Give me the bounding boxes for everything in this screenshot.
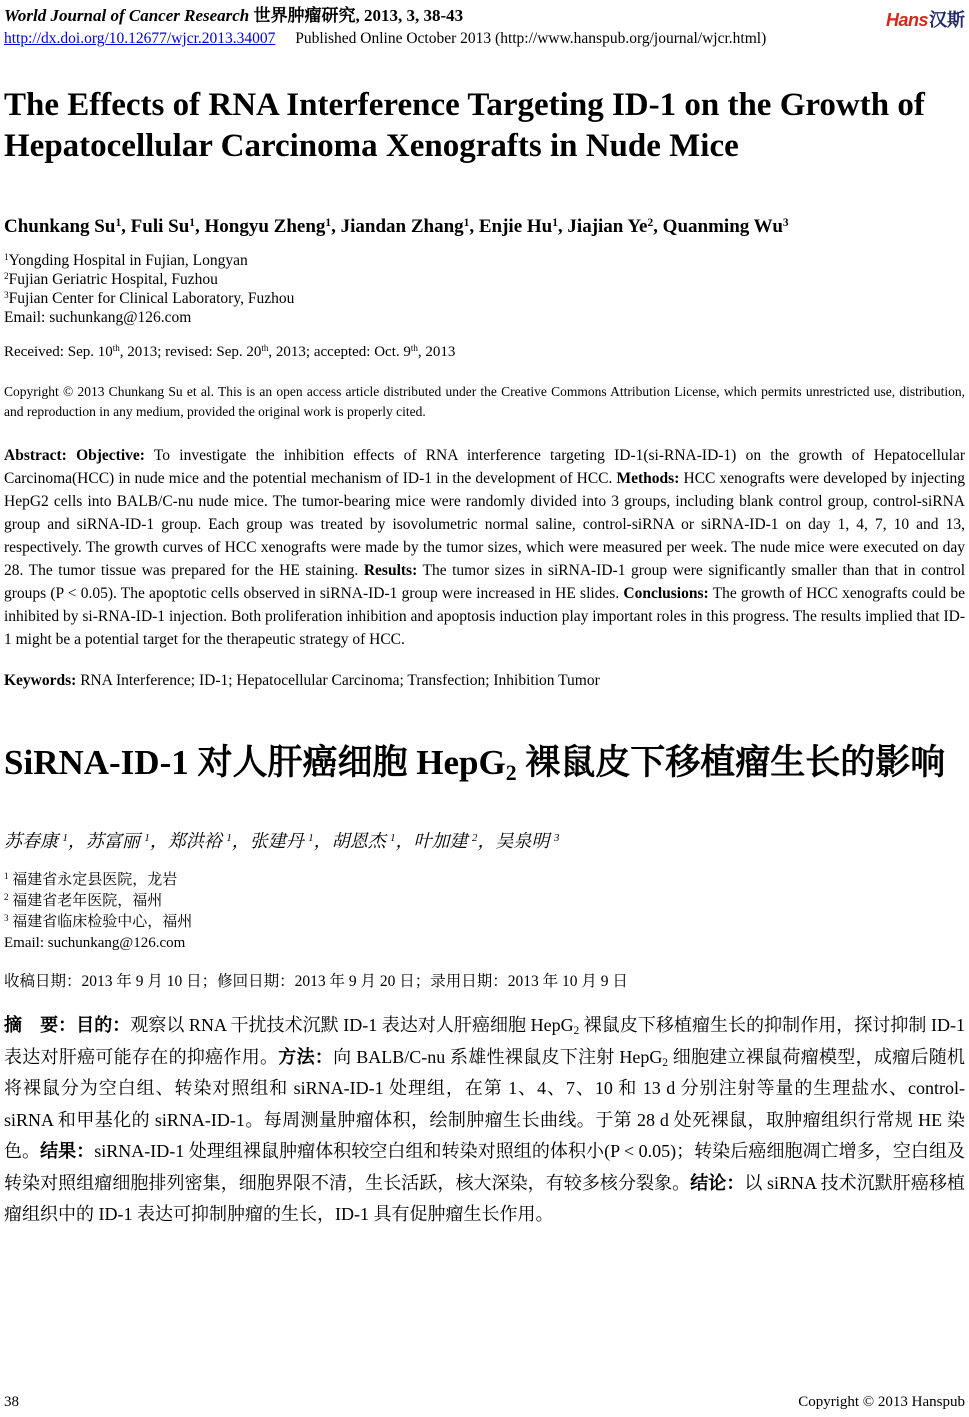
hans-logo-latin: Hans (885, 10, 928, 30)
journal-header-text (4, 5, 766, 49)
journal-name-cn: 世界肿瘤研究, 2013, 3, 38-43 (253, 6, 464, 25)
hans-logo-cn: 汉斯 (929, 10, 965, 30)
keywords-en: Keywords: RNA Interference; ID-1; Hepatocellular Carcinoma; Transfection; Inhibition Tumor (4, 672, 600, 689)
article-title-cn: SiRNA-ID-1 对人肝癌细胞 HepG$_2$ 裸鼠皮下移植瘤生长的影响 (4, 743, 946, 786)
received-dates-cn: 收稿日期：2013 年 9 月 10 日；修回日期：2013 年 9 月 20 日；录用日期：2013 年 10 月 9 日 (4, 973, 628, 990)
affiliation-line: $^3$Fujian Center for Clinical Laboratory, Fuzhou (4, 290, 295, 307)
journal-doi-line (4, 29, 766, 49)
journal-name-en: World Journal of Cancer Research (4, 6, 250, 25)
doi-link[interactable]: http://dx.doi.org/10.12677/wjcr.2013.34007 (4, 30, 276, 47)
affiliation-line-cn: $^3$ 福建省临床检验中心，福州 (4, 913, 193, 930)
journal-header (4, 5, 965, 49)
abstract-cn: 摘 要：目的：观察以 RNA 干扰技术沉默 ID-1 表达对人肝癌细胞 HepG$_2$ 裸鼠皮下移植瘤生长的抑制作用，探讨抑制 ID-1 表达对肝癌可能存在的抑癌作用。方法：向 BALB/C-nu 系雄性裸鼠皮下注射 HepG$_2$ 细胞建立裸鼠荷瘤模型，成瘤后随机将裸鼠分为空白组、转染对照组和 siRNA-ID-1 处理组，在第 1、4、7、10 和 13 d 分别注射等量的生理盐水、control-siRNA 和甲基化的 siRNA-ID-1。每周测量肿瘤体积，绘制肿瘤生长曲线。于第 28 d 处死裸鼠，取肿瘤组织行常规 HE 染色。结果：siRNA-ID-1 处理组裸鼠肿瘤体积较空白组和转染对照组的体积小(P < 0.05)；转染后癌细胞凋亡增多，空白组及转染对照组瘤细胞排列密集，细胞界限不清，生长活跃，核大深染，有较多核分裂象。结论：以 siRNA 技术沉默肝癌移植瘤组织中的 ID-1 表达可抑制肿瘤的生长，ID-1 具有促肿瘤生长作用。 (4, 1015, 966, 1224)
authors-cn: 苏春康 $^1$，苏富丽 $^1$，郑洪裕 $^1$，张建丹 $^1$，胡恩杰 $^1$，叶加建 $^2$，吴泉明 $^3$ (4, 831, 560, 851)
affiliations-cn (4, 870, 965, 954)
copyright-notice: Copyright © 2013 Chunkang Su et al. This is an open access article distributed under the Creative Commons Attribution License, which permits unrestricted use, distribution, and reproduction in any medium, provided the original work is properly cited. (4, 384, 965, 419)
affiliations-en (4, 251, 965, 327)
affiliation-line: $^1$Yongding Hospital in Fujian, Longyan (4, 252, 248, 269)
hans-publisher-logo (886, 6, 965, 32)
authors-en: Chunkang Su$^1$, Fuli Su$^1$, Hongyu Zheng$^1$, Jiandan Zhang$^1$, Enjie Hu$^1$, Jiajian Ye$^2$, Quanming Wu$^3$ (4, 216, 789, 237)
page-number: 38 (4, 1394, 19, 1410)
footer-copyright: Copyright © 2013 Hanspub (798, 1394, 965, 1410)
page-footer (4, 1394, 965, 1411)
article-title-en: The Effects of RNA Interference Targeting ID-1 on the Growth of Hepatocellular Carcinoma Xenografts in Nude Mice (4, 87, 925, 164)
journal-title-line (4, 5, 766, 26)
email-line-cn: Email: suchunkang@126.com (4, 935, 186, 951)
affiliation-line: $^2$Fujian Geriatric Hospital, Fuzhou (4, 271, 218, 288)
email-line-en: Email: suchunkang@126.com (4, 309, 192, 326)
affiliation-line-cn: $^2$ 福建省老年医院，福州 (4, 892, 163, 909)
published-online-text: Published Online October 2013 (http://www.hanspub.org/journal/wjcr.html) (295, 30, 767, 47)
affiliation-line-cn: $^1$ 福建省永定县医院，龙岩 (4, 871, 178, 888)
received-dates-en: Received: Sep. 10th, 2013; revised: Sep. 20th, 2013; accepted: Oct. 9th, 2013 (4, 343, 456, 360)
abstract-en: Abstract: Objective: To investigate the inhibition effects of RNA interference targeting ID-1(si-RNA-ID-1) on the growth of Hepatocellular Carcinoma(HCC) in nude mice and the potential mechanism of ID-1 in the development of HCC. Methods: HCC xenografts were developed by injecting HepG2 cells into BALB/C-nu nude mice. The tumor-bearing mice were randomly divided into 3 groups, including blank control group, control-siRNA group and siRNA-ID-1 group. Each group was treated by isovolumetric normal saline, control-siRNA or siRNA-ID-1 on day 1, 4, 7, 10 and 13, respectively. The growth curves of HCC xenografts were made by the tumor sizes, which were measured per week. The nude mice were executed on day 28. The tumor tissue was prepared for the HE staining. Results: The tumor sizes in siRNA-ID-1 group were significantly smaller than that in control groups (P < 0.05). The apoptotic cells observed in siRNA-ID-1 group were increased in HE slides. Conclusions: The growth of HCC xenografts could be inhibited by si-RNA-ID-1 injection. Both proliferation inhibition and apoptosis induction play important roles in this progress. The results implied that ID-1 might be a potential target for the therapeutic strategy of HCC. (4, 447, 966, 648)
